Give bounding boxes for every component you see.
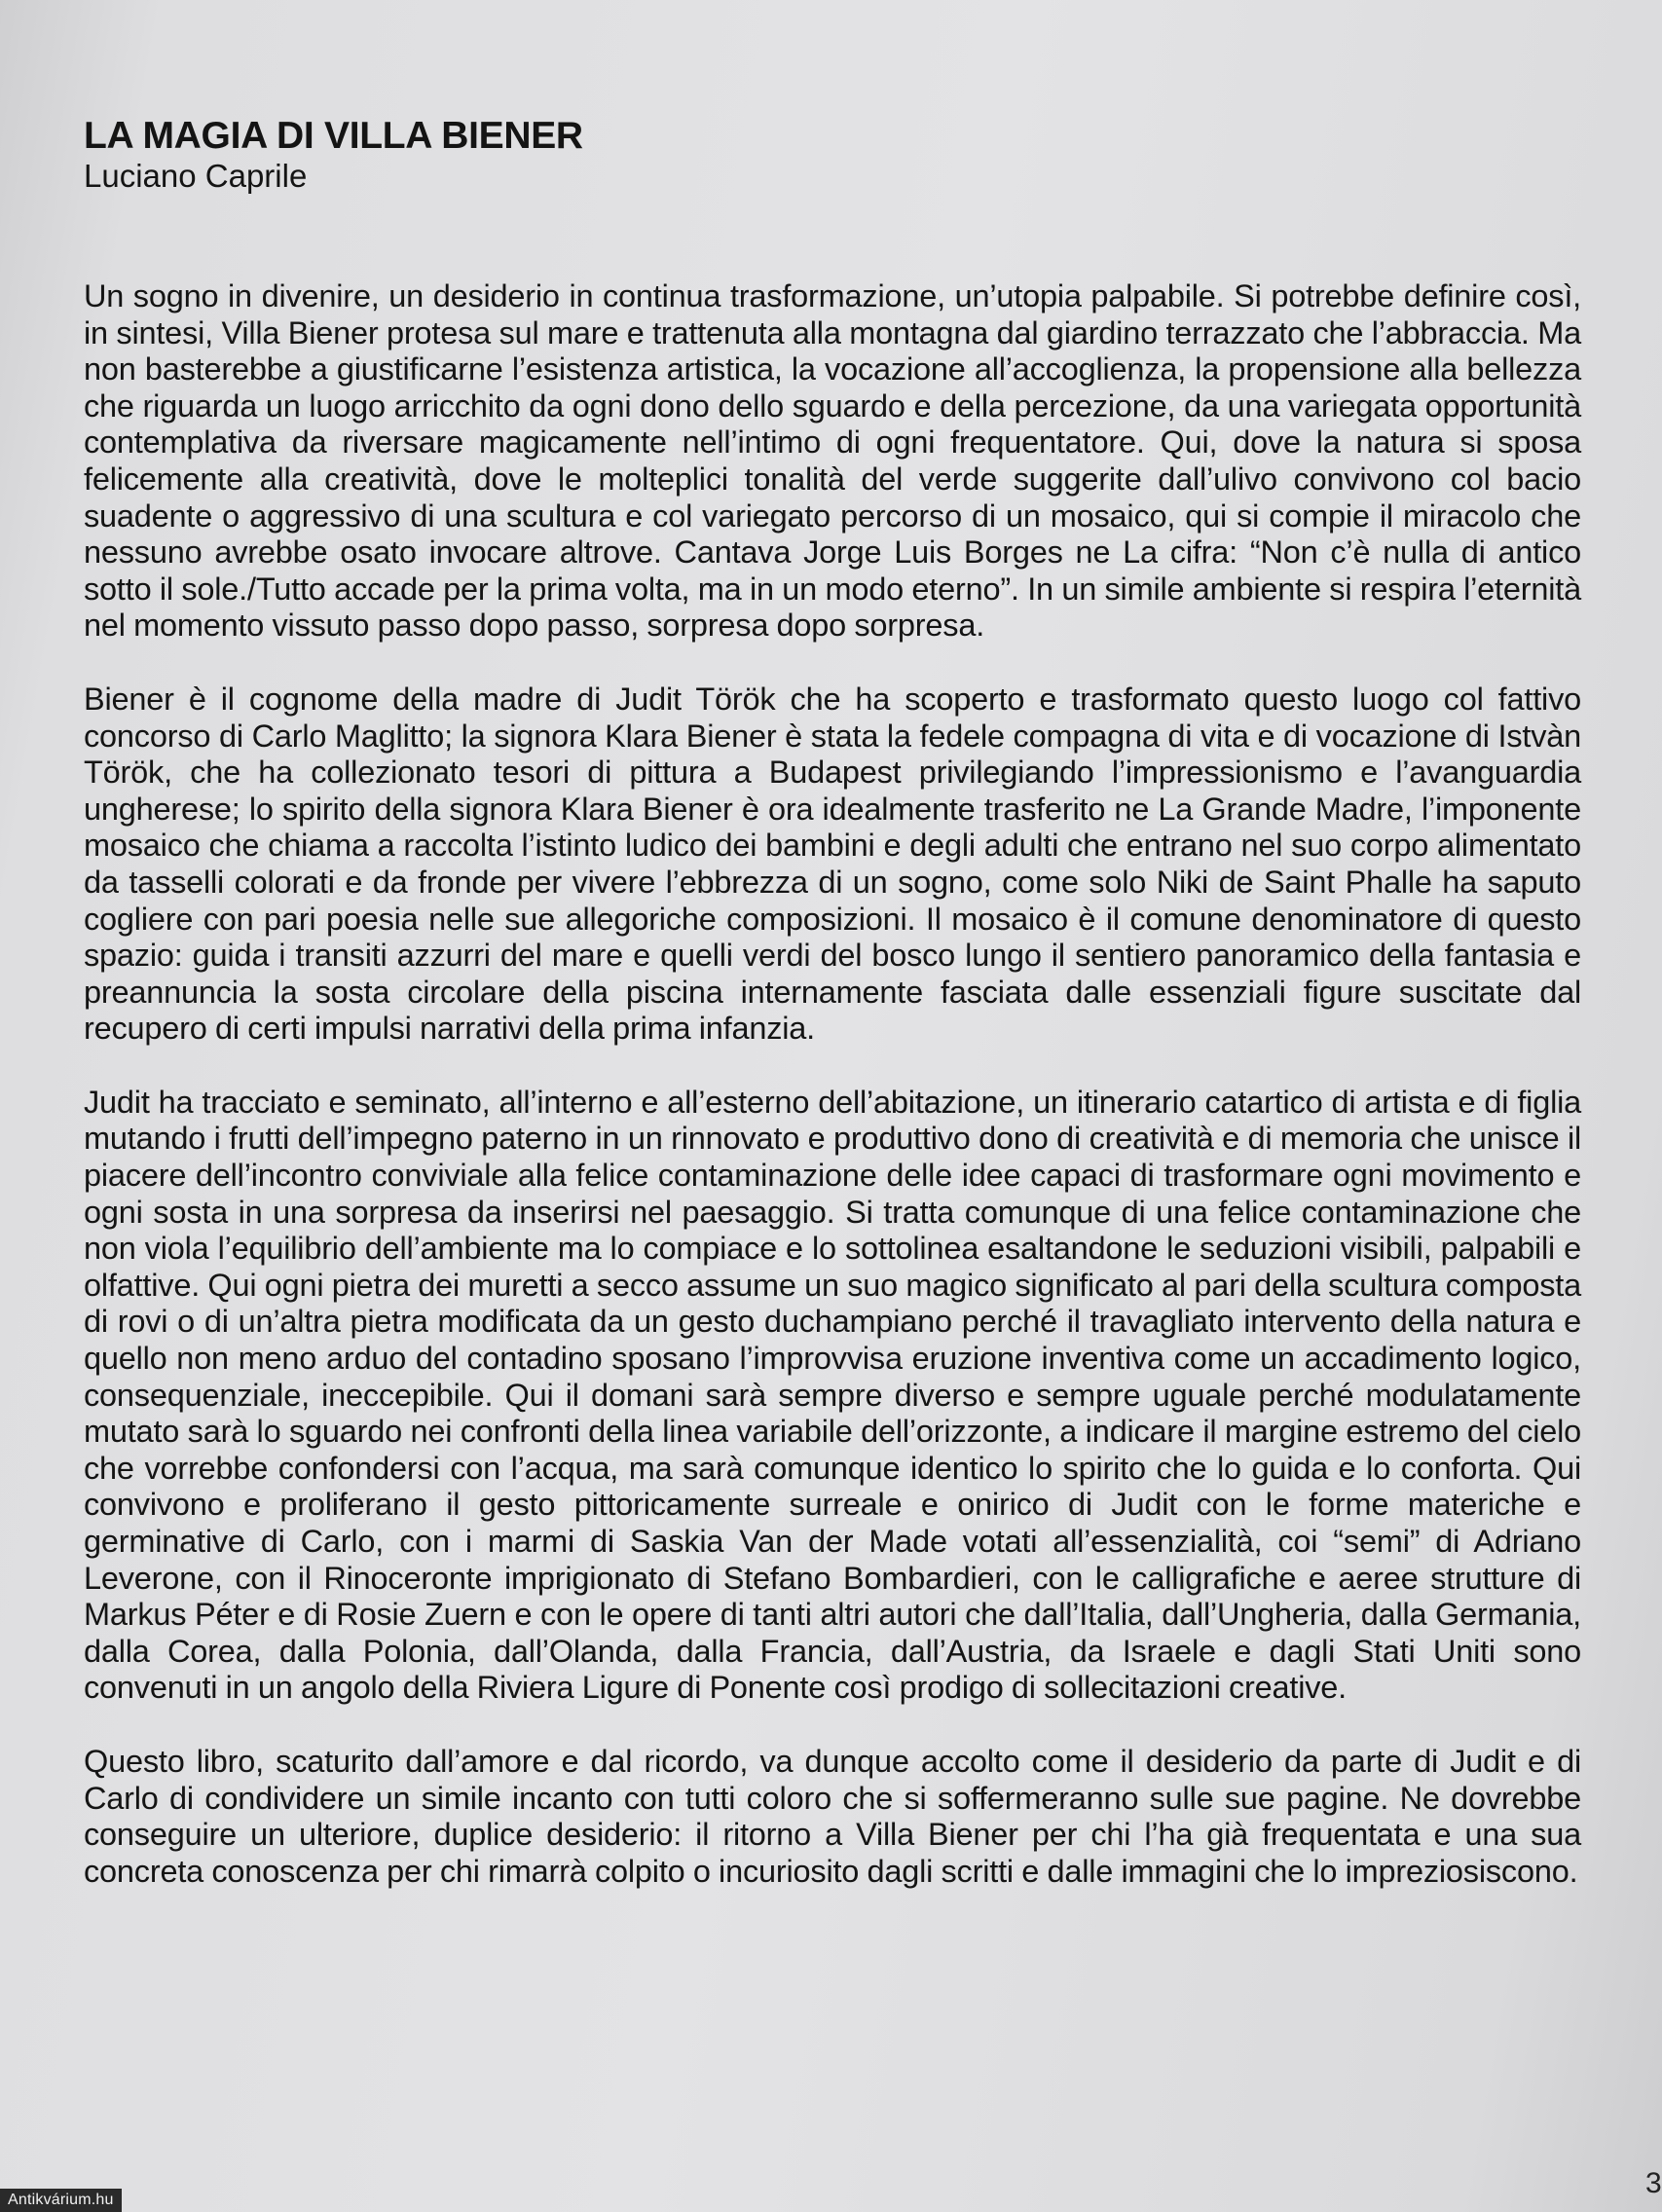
paragraph-4: Questo libro, scaturito dall’amore e dal ricordo, va dunque accolto come il desiderio da parte di Judit e di Carlo di condividere un simile incanto con tutti coloro che si soffermeranno sulle sue pagine. Ne dovrebbe conseguire un ulteriore, duplice desiderio: il ritorno a Villa Biener per chi l’ha già frequentata e una sua concreta conoscenza per chi rimarrà colpito o incuriosito dagli scritti e dalle immagini che lo impreziosiscono.	[84, 1743, 1581, 1889]
page-number: 3	[1645, 2167, 1662, 2199]
article-title: LA MAGIA DI VILLA BIENER	[84, 115, 583, 157]
article-body	[84, 278, 1581, 1890]
article-author: Luciano Caprile	[84, 158, 308, 194]
paragraph-2: Biener è il cognome della madre di Judit Török che ha scoperto e trasformato questo luogo col fattivo concorso di Carlo Maglitto; la signora Klara Biener è stata la fedele compagna di vita e di vocazione di Istvàn Török, che ha collezionato tesori di pittura a Budapest privilegiando l’impressionismo e l’avanguardia ungherese; lo spirito della signora Klara Biener è ora idealmente trasferito ne La Grande Madre, l’imponente mosaico che chiama a raccolta l’istinto ludico dei bambini e degli adulti che entrano nel suo corpo alimentato da tasselli colorati e da fronde per vivere l’ebbrezza di un sogno, come solo Niki de Saint Phalle ha saputo cogliere con pari poesia nelle sue allegoriche composizioni. Il mosaico è il comune denominatore di questo spazio: guida i transiti azzurri del mare e quelli verdi del bosco lungo il sentiero panoramico della fantasia e preannuncia la sosta circolare della piscina internamente fasciata dalle essenziali figure suscitate dal recupero di certi impulsi narrativi della prima infanzia.	[84, 681, 1581, 1047]
site-watermark: Antikvárium.hu	[0, 2189, 122, 2212]
paragraph-3: Judit ha tracciato e seminato, all’interno e all’esterno dell’abitazione, un itinerario catartico di artista e di figlia mutando i frutti dell’impegno paterno in un rinnovato e produttivo dono di creatività e di memoria che unisce il piacere dell’incontro conviviale alla felice contaminazione delle idee capaci di trasformare ogni movimento e ogni sosta in una sorpresa da inserirsi nel paesaggio. Si tratta comunque di una felice contaminazione che non viola l’equilibrio dell’ambiente ma lo compiace e lo sottolinea esaltandone le seduzioni visibili, palpabili e olfattive. Qui ogni pietra dei muretti a secco assume un suo magico significato al pari della scultura composta di rovi o di un’altra pietra modificata da un gesto duchampiano perché il travagliato intervento della natura e quello non meno arduo del contadino sposano l’improvvisa eruzione inventiva come un accadimento logico, consequenziale, ineccepibile. Qui il domani sarà sempre diverso e sempre uguale perché modulatamente mutato sarà lo sguardo nei confronti della linea variabile dell’orizzonte, a indicare il margine estremo del cielo che vorrebbe confondersi con l’acqua, ma sarà comunque identico lo spirito che lo guida e lo conforta. Qui convivono e proliferano il gesto pittoricamente surreale e onirico di Judit con le forme materiche e germinative di Carlo, con i marmi di Saskia Van der Made votati all’essenzialità, coi “semi” di Adriano Leverone, con il Rinoceronte imprigionato di Stefano Bombardieri, con le calligrafiche e aeree strutture di Markus Péter e di Rosie Zuern e con le opere di tanti altri autori che dall’Italia, dall’Ungheria, dalla Germania, dalla Corea, dalla Polonia, dall’Olanda, dalla Francia, dall’Austria, da Israele e dagli Stati Uniti sono convenuti in un angolo della Riviera Ligure di Ponente così prodigo di sollecitazioni creative.	[84, 1084, 1581, 1706]
document-page	[84, 115, 1581, 1927]
paragraph-1: Un sogno in divenire, un desiderio in continua trasformazione, un’utopia palpabile. Si potrebbe definire così, in sintesi, Villa Biener protesa sul mare e trattenuta alla montagna dal giardino terrazzato che l’abbraccia. Ma non basterebbe a giustificarne l’esistenza artistica, la vocazione all’accoglienza, la propensione alla bellezza che riguarda un luogo arricchito da ogni dono dello sguardo e della percezione, da una variegata opportunità contemplativa da riversare magicamente nell’intimo di ogni frequentatore. Qui, dove la natura si sposa felicemente alla creatività, dove le molteplici tonalità del verde suggerite dall’ulivo convivono col bacio suadente o aggressivo di una scultura e col variegato percorso di un mosaico, qui si compie il miracolo che nessuno avrebbe osato invocare altrove. Cantava Jorge Luis Borges ne La cifra: “Non c’è nulla di antico sotto il sole./Tutto accade per la prima volta, ma in un modo eterno”. In un simile ambiente si respira l’eternità nel momento vissuto passo dopo passo, sorpresa dopo sorpresa.	[84, 278, 1581, 644]
